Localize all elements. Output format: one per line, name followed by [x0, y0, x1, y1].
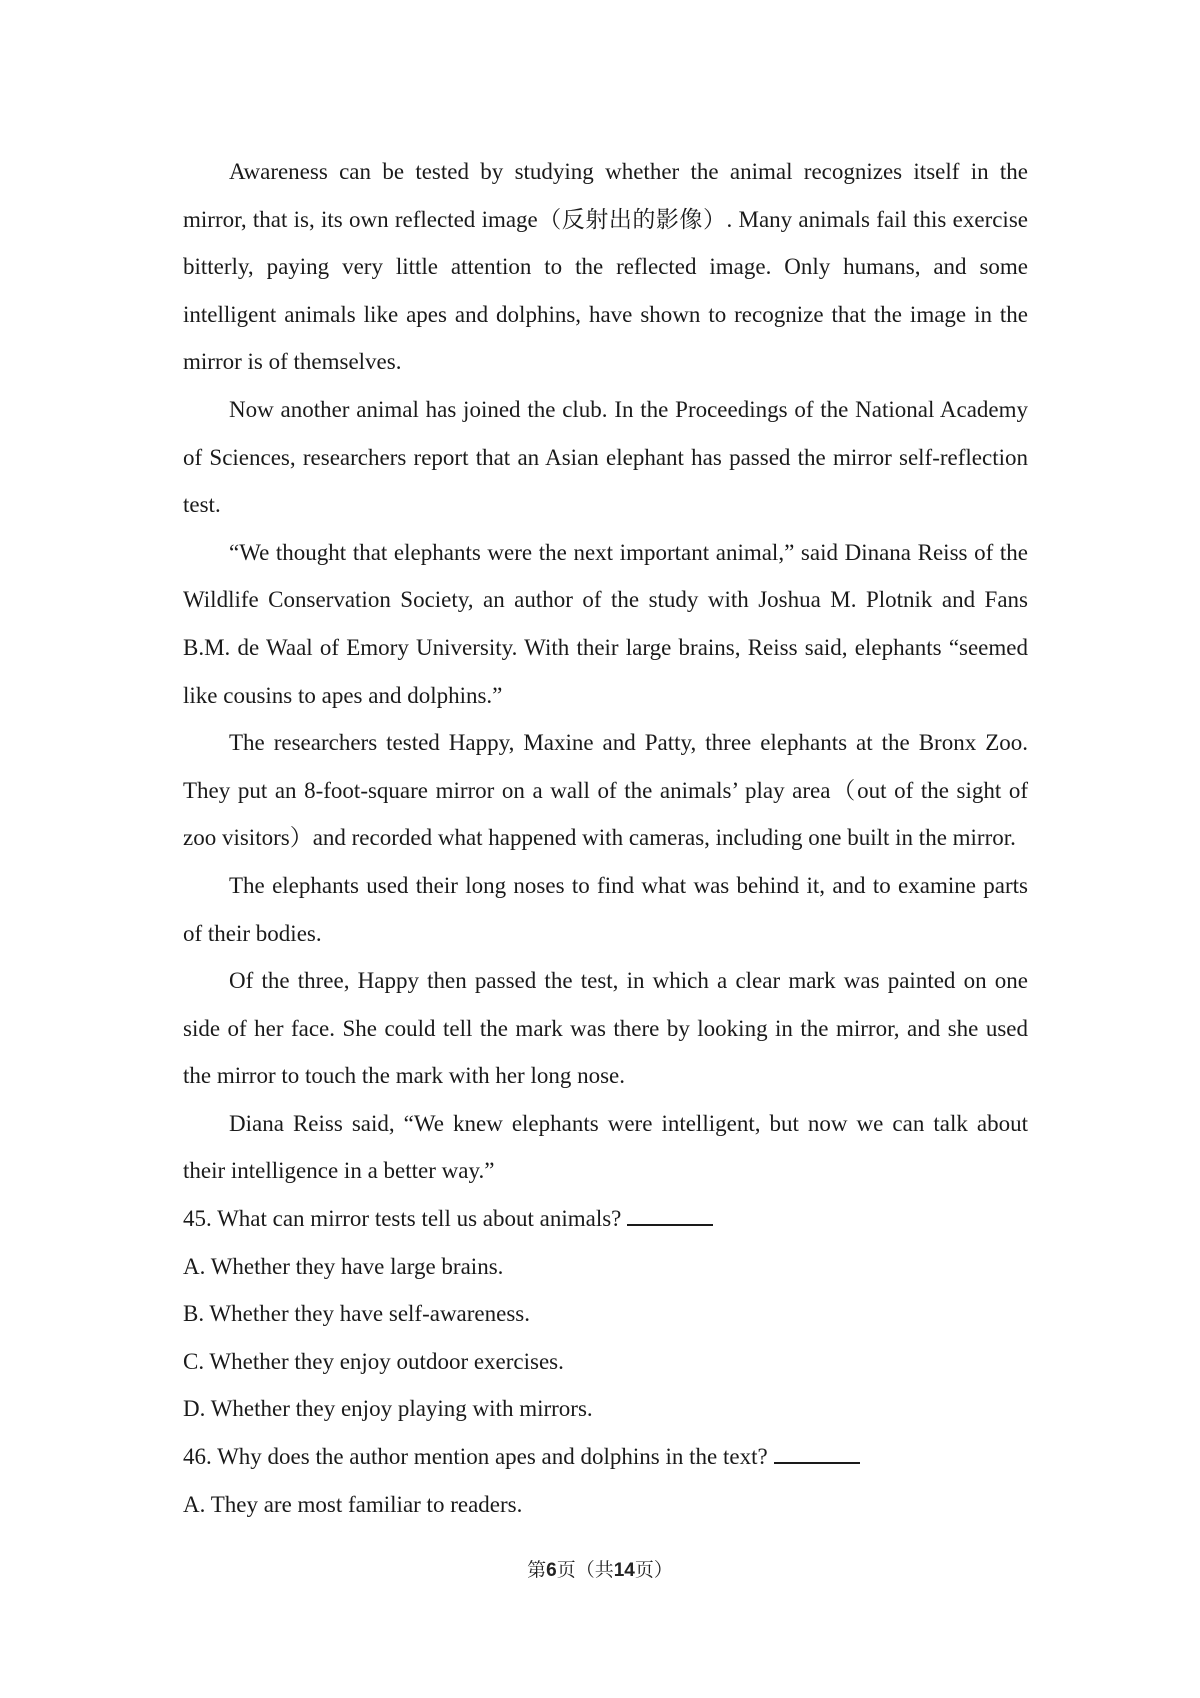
answer-blank	[774, 1461, 860, 1464]
question-46	[183, 1433, 1028, 1528]
question-46-option-a: A. They are most familiar to readers.	[183, 1491, 523, 1517]
question-45-option-d: D. Whether they enjoy playing with mirrors.	[183, 1396, 593, 1422]
question-45-option-a: A. Whether they have large brains.	[183, 1253, 504, 1279]
footer-middle: 页（共	[556, 1560, 614, 1581]
question-46-stem	[183, 1433, 1028, 1481]
passage-paragraph-3: “We thought that elephants were the next important animal,” said Dinana Reiss of the Wildlife Conservation Society, an author of the study with Joshua M. Plotnik and Fans B.M. de Waal of Emory University. With their large brains, Reiss said, elephants “seemed like cousins to apes and dolphins.”	[183, 539, 1028, 708]
question-45	[183, 1195, 1028, 1433]
question-45-option-c: C. Whether they enjoy outdoor exercises.	[183, 1348, 564, 1374]
passage-paragraph-1: Awareness can be tested by studying whether the animal recognizes itself in the mirror, that is, its own reflected image（反射出的影像）. Many animals fail this exercise bitterly, paying very little attention to the reflected image. Only humans, and some intelligent animals like apes and dolphins, have shown to recognize that the image in the mirror is of themselves.	[183, 159, 1028, 375]
passage-paragraph-4: The researchers tested Happy, Maxine and Patty, three elephants at the Bronx Zoo. They put an 8-foot-square mirror on a wall of the animals’ play area（out of the sight of zoo visitors）and recorded what happened with cameras, including one built in the mirror.	[183, 730, 1028, 851]
footer-total-pages: 14	[613, 1560, 635, 1581]
footer-suffix: 页）	[634, 1560, 673, 1581]
footer-page-number: 6	[546, 1560, 557, 1581]
page-footer	[0, 1555, 1200, 1582]
question-45-stem	[183, 1195, 1028, 1243]
passage-paragraph-6: Of the three, Happy then passed the test, in which a clear mark was painted on one side of her face. She could tell the mark was there by looking in the mirror, and she used the mirror to touch the mark with her long nose.	[183, 968, 1028, 1089]
footer-prefix: 第	[527, 1560, 547, 1581]
answer-blank	[627, 1223, 713, 1226]
document-body	[183, 148, 1028, 1528]
question-45-option-b: B. Whether they have self-awareness.	[183, 1301, 530, 1327]
passage-paragraph-5: The elephants used their long noses to find what was behind it, and to examine parts of their bodies.	[183, 872, 1028, 946]
question-46-text: 46. Why does the author mention apes and dolphins in the text?	[183, 1444, 768, 1470]
passage-paragraph-2: Now another animal has joined the club. In the Proceedings of the National Academy of Sciences, researchers report that an Asian elephant has passed the mirror self-reflection test.	[183, 396, 1028, 518]
passage-paragraph-7: Diana Reiss said, “We knew elephants were intelligent, but now we can talk about their intelligence in a better way.”	[183, 1110, 1028, 1184]
question-45-text: 45. What can mirror tests tell us about animals?	[183, 1206, 622, 1232]
